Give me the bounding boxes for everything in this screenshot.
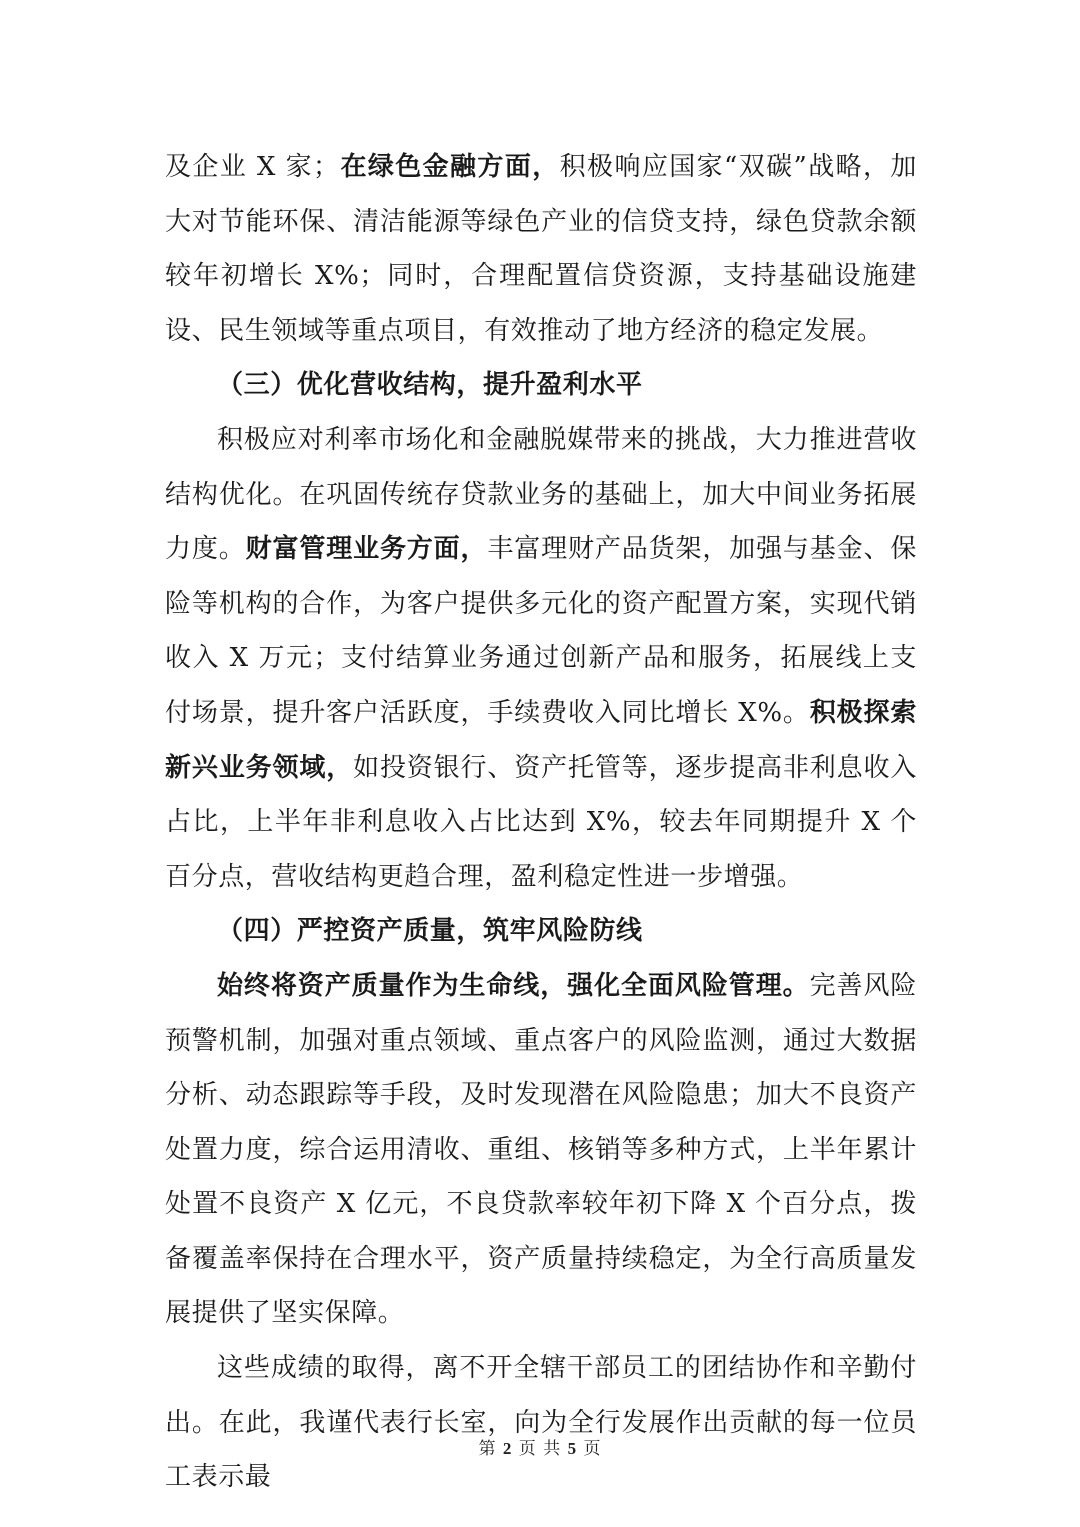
text-run: 完善风险预警机制，加强对重点领域、重点客户的风险监测，通过大数据分析、动态跟踪等手段，及时发现潜在风险隐患；加大不良资产处置力度，综合运用清收、重组、核销等多种方式，上半年累计处置不良资产 X 亿元，不良贷款率较年初下降 X 个百分点，拨备覆盖率保持在合理水平，资产质量持续稳定，为全行高质量发展提供了坚实保障。 xyxy=(165,970,918,1329)
paragraph-asset-quality xyxy=(165,959,917,1341)
section-heading-3: （三）优化营收结构，提升盈利水平 xyxy=(217,370,643,401)
bold-lead: 积极探索新兴业务领域， xyxy=(165,697,918,783)
text-run: 丰富理财产品货架，加强与基金、保险等机构的合作，为客户提供多元化的资产配置方案，实现代销收入 X 万元；支付结算业务通过创新产品和服务，拓展线上支付场景，提升客户活跃度，手续费收入同比增长 X%。 xyxy=(165,534,917,728)
footer-suffix: 页 xyxy=(583,1439,602,1459)
paragraph-green-finance xyxy=(165,140,917,358)
text-run: 如投资银行、资产托管等，逐步提高非利息收入占比，上半年非利息收入占比达到 X%，较去年同期提升 X 个百分点，营收结构更趋合理，盈利稳定性进一步增强。 xyxy=(165,752,918,892)
total-pages-number: 5 xyxy=(567,1439,578,1458)
current-page-number: 2 xyxy=(502,1439,513,1458)
document-body xyxy=(165,140,917,1505)
page-footer xyxy=(0,1437,1080,1461)
section-heading-4: （四）严控资产质量，筑牢风险防线 xyxy=(217,916,643,947)
text-run: 积极响应国家“双碳”战略，加大对节能环保、清洁能源等绿色产业的信贷支持，绿色贷款余额较年初增长 X%；同时，合理配置信贷资源，支持基础设施建设、民生领域等重点项目，有效推动了地方经济的稳定发展。 xyxy=(165,152,918,346)
paragraph-acknowledgement: 这些成绩的取得，离不开全辖干部员工的团结协作和辛勤付出。在此，我谨代表行长室，向为全行发展作出贡献的每一位员工表示最 xyxy=(165,1353,917,1493)
paragraph-revenue-structure xyxy=(165,413,917,904)
bold-lead: 始终将资产质量作为生命线，强化全面风险管理。 xyxy=(217,970,810,1001)
bold-lead: 财富管理业务方面， xyxy=(245,534,488,565)
footer-middle: 页 共 xyxy=(518,1439,562,1459)
bold-lead: 在绿色金融方面， xyxy=(339,152,560,182)
text-run: 积极应对利率市场化和金融脱媒带来的挑战，大力推进营收结构优化。在巩固传统存贷款业务的基础上，加大中间业务拓展力度。 xyxy=(165,424,917,565)
footer-prefix: 第 xyxy=(478,1439,497,1459)
text-run: 及企业 X 家； xyxy=(165,152,340,182)
